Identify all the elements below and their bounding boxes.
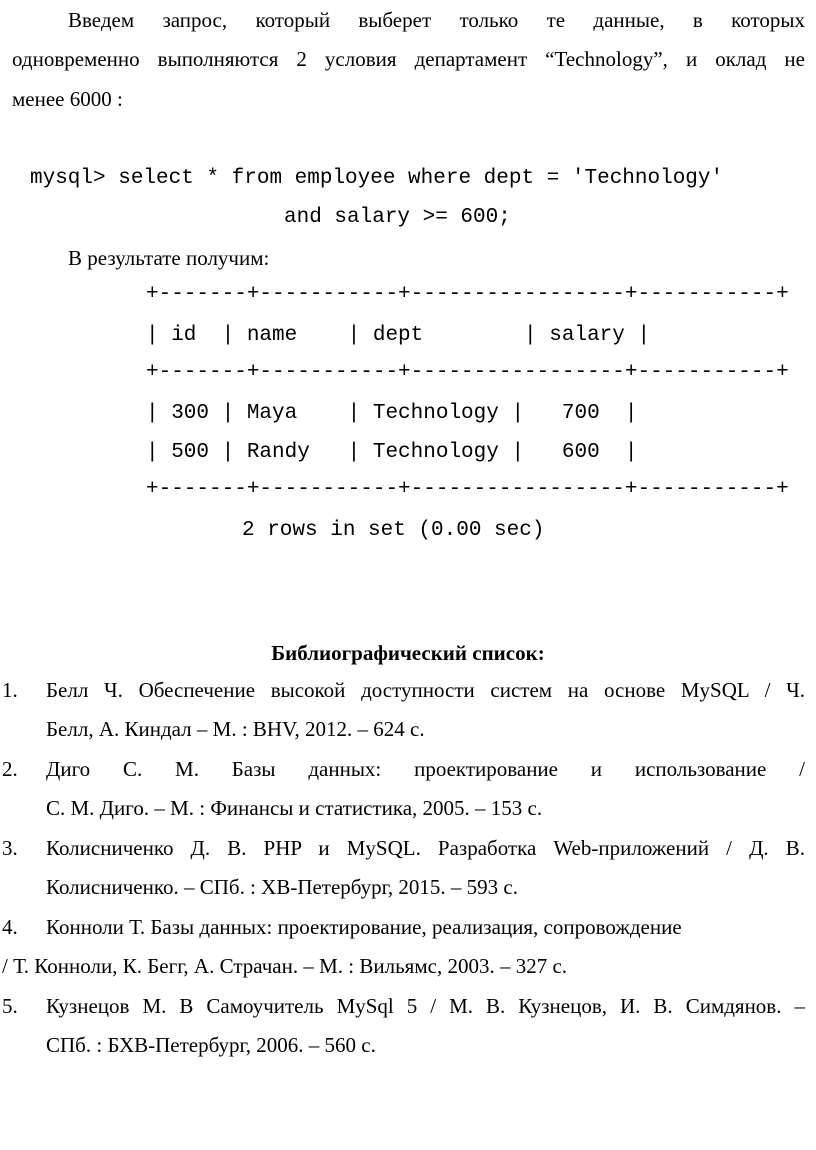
list-item-number: 2. [2,757,18,781]
sql-query-line: and salary >= 600; [284,206,511,229]
list-item-text: Кузнецов М. В Самоучитель MySql 5 / М. В. Кузнецов, И. В. Симдянов. – [46,994,805,1018]
list-item-text: Белл, А. Киндал – М. : BHV, 2012. – 624 с. [46,717,425,741]
intro-paragraph-line: одновременно выполняются 2 условия департамент “Technology”, и оклад не [12,47,805,71]
table-border: +-------+-----------+-----------------+-----------+ [146,283,789,306]
list-item-number: 5. [2,994,18,1018]
table-border: +-------+-----------+-----------------+-----------+ [146,478,789,501]
list-item-text: С. М. Диго. – М. : Финансы и статистика, 2005. – 153 с. [46,796,543,820]
intro-paragraph-line: менее 6000 : [12,87,123,111]
list-item-number: 3. [2,836,18,860]
list-item-text: Диго С. М. Базы данных: проектирование и использование / [46,757,805,781]
list-item-text: Белл Ч. Обеспечение высокой доступности систем на основе MySQL / Ч. [46,678,805,702]
list-item-text: / Т. Конноли, К. Бегг, А. Страчан. – М. : Вильямс, 2003. – 327 с. [2,954,568,978]
table-header-row: | id | name | dept | salary | [146,324,651,347]
table-border: +-------+-----------+-----------------+-----------+ [146,361,789,384]
list-item-text: Конноли Т. Базы данных: проектирование, реализация, сопровождение [46,915,682,939]
table-row: | 500 | Randy | Technology | 600 | [146,441,638,464]
list-item-text: СПб. : БХВ-Петербург, 2006. – 560 с. [46,1033,376,1057]
bibliography-title: Библиографический список: [271,641,545,665]
intro-paragraph-line: Введем запрос, который выберет только те данные, в которых [68,8,805,32]
list-item-text: Колисниченко Д. В. PHP и MySQL. Разработка Web-приложений / Д. В. [46,836,805,860]
result-label: В результате получим: [68,246,270,270]
list-item-number: 4. [2,915,18,939]
list-item-number: 1. [2,678,18,702]
list-item-text: Колисниченко. – СПб. : ХВ-Петербург, 2015. – 593 с. [46,875,518,899]
table-footer: 2 rows in set (0.00 sec) [242,519,545,542]
table-row: | 300 | Maya | Technology | 700 | [146,402,638,425]
sql-query-line: mysql> select * from employee where dept = 'Technology' [30,167,724,190]
